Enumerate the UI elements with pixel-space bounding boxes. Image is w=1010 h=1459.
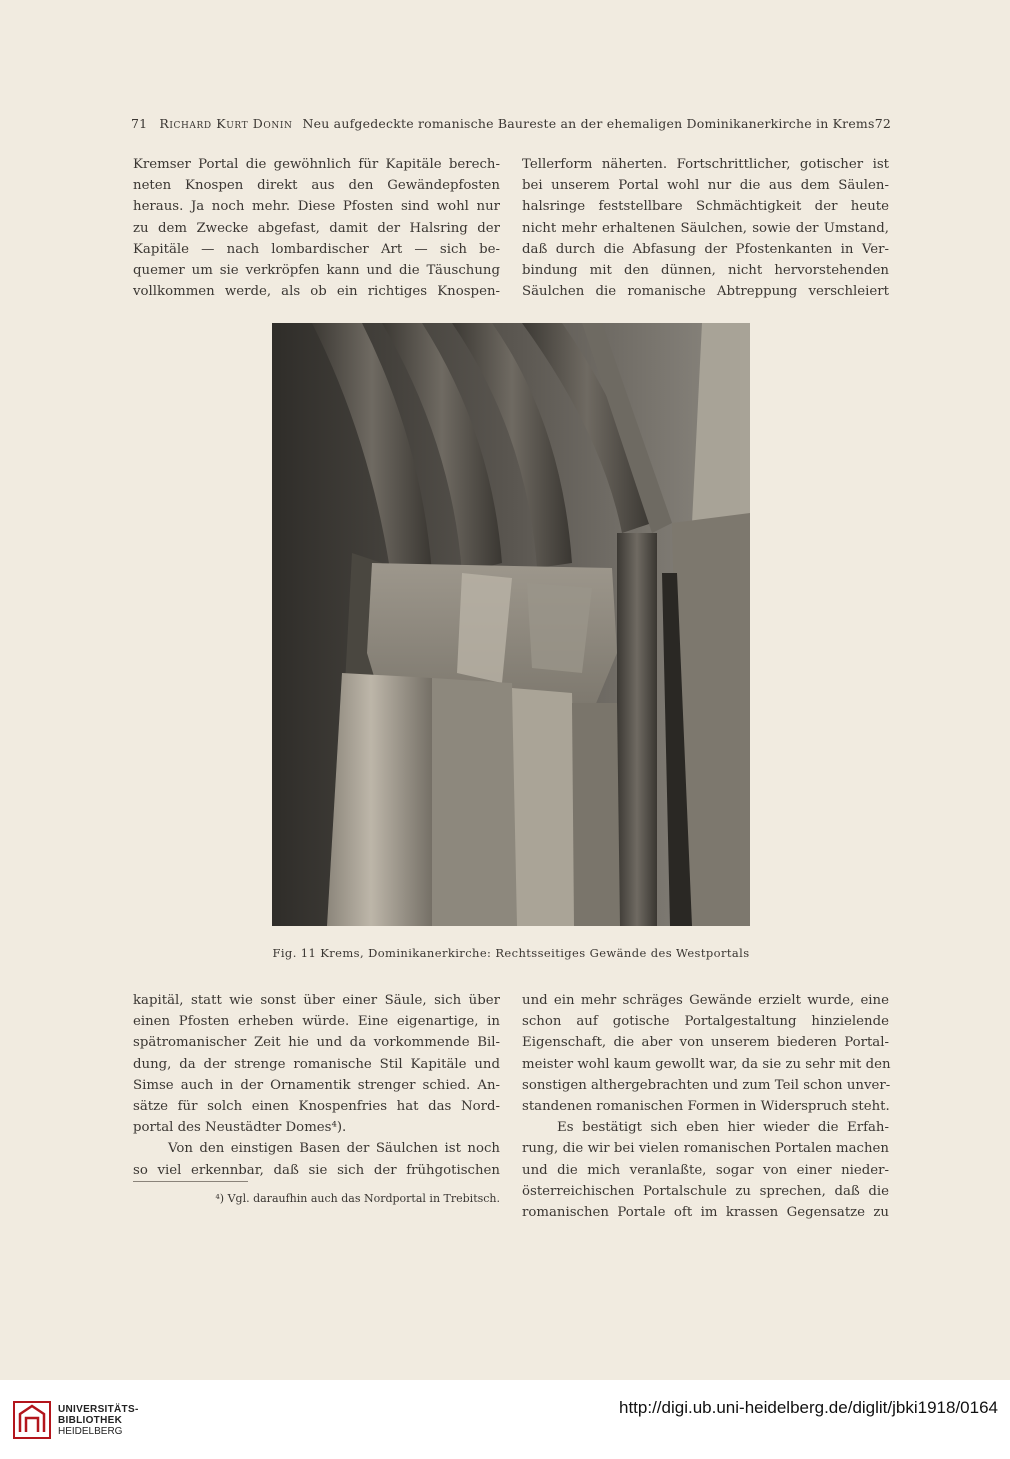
running-header xyxy=(131,116,891,136)
text-line: österreichischen Portalschule zu sprechen, daß die xyxy=(522,1183,889,1199)
text-line: meister wohl kaum gewollt war, da sie zu sehr mit den xyxy=(522,1056,891,1072)
figure-photograph xyxy=(272,323,750,926)
text-line: bei unserem Portal wohl nur die aus dem Säulen- xyxy=(522,178,889,194)
text-line: Kremser Portal die gewöhnlich für Kapitäle berech- xyxy=(133,157,500,172)
text-column-top-left xyxy=(133,154,500,302)
text-line: quemer um sie verkröpfen kann und die Täuschung xyxy=(133,263,500,279)
text-line: Es bestätigt sich eben hier wieder die Erfah- xyxy=(557,1120,889,1136)
library-logo-icon xyxy=(12,1400,52,1440)
library-name-line1: UNIVERSITÄTS- xyxy=(58,1404,139,1415)
text-line: Eigenschaft, die aber von unserem biederen Portal- xyxy=(522,1035,889,1051)
page-number-left: 71 xyxy=(131,116,148,131)
text-line: halsringe feststellbare Schmächtigkeit der heute xyxy=(522,199,889,215)
library-name xyxy=(58,1404,139,1437)
library-name-line3: HEIDELBERG xyxy=(58,1426,123,1437)
text-line: nicht mehr erhaltenen Säulchen, sowie der Umstand, xyxy=(522,220,889,236)
text-line: neten Knospen direkt aus den Gewändepfosten xyxy=(133,178,500,194)
text-line: vollkommen werde, als ob ein richtiges Knospen- xyxy=(133,284,500,300)
text-line: und die mich veranlaßte, sogar von einer nieder- xyxy=(522,1162,889,1178)
library-name-line2: BIBLIOTHEK xyxy=(58,1415,123,1426)
header-author: Richard Kurt Donin xyxy=(159,116,293,131)
text-line: einen Pfosten erheben würde. Eine eigenartige, in xyxy=(133,1014,500,1030)
text-line: bindung mit den dünnen, nicht hervorstehenden xyxy=(522,263,889,279)
text-column-top-right xyxy=(522,154,889,302)
text-line: Von den einstigen Basen der Säulchen ist noch xyxy=(168,1141,500,1157)
text-line: Säulchen die romanische Abtreppung verschleiert xyxy=(522,284,889,300)
figure-caption: Fig. 11 Krems, Dominikanerkirche: Rechtsseitiges Gewände des Westportals xyxy=(272,946,750,960)
text-line: zu dem Zwecke abgefast, damit der Halsring der xyxy=(133,220,500,236)
portal-jamb-photo-image xyxy=(272,323,750,926)
text-line: kapitäl, statt wie sonst über einer Säule, sich über xyxy=(133,993,500,1008)
header-title: Neu aufgedeckte romanische Baureste an der ehemaligen Dominikanerkirche in Krems xyxy=(302,116,875,131)
text-line: und ein mehr schräges Gewände erzielt wurde, eine xyxy=(522,993,889,1008)
text-line: Tellerform näherten. Fortschrittlicher, gotischer ist xyxy=(522,157,889,172)
text-line: portal des Neustädter Domes⁴). xyxy=(133,1120,347,1136)
page-number-right: 72 xyxy=(874,116,891,131)
text-column-bottom-left xyxy=(133,990,500,1181)
text-line: Kapitäle — nach lombardischer Art — sich be- xyxy=(133,241,500,257)
footnote-rule xyxy=(133,1181,248,1182)
text-line: spätromanischer Zeit hie und da vorkommende Bil- xyxy=(133,1035,500,1051)
header-text xyxy=(147,116,874,131)
text-line: romanischen Portale oft im krassen Gegensatze zu xyxy=(522,1205,889,1221)
text-line: rung, die wir bei vielen romanischen Portalen machen xyxy=(522,1141,889,1157)
text-line: sonstigen althergebrachten und zum Teil schon unver- xyxy=(522,1077,891,1093)
text-line: dung, da der strenge romanische Stil Kapitäle und xyxy=(133,1056,500,1072)
text-line: schon auf gotische Portalgestaltung hinzielende xyxy=(522,1014,889,1030)
text-line: Simse auch in der Ornamentik strenger schied. An- xyxy=(133,1077,500,1093)
footnote: ⁴) Vgl. daraufhin auch das Nordportal in Trebitsch. xyxy=(215,1192,500,1205)
text-column-bottom-right xyxy=(522,990,889,1223)
text-line: so viel erkennbar, daß sie sich der frühgotischen xyxy=(133,1162,500,1178)
text-line: sätze für solch einen Knospenfries hat das Nord- xyxy=(133,1099,500,1115)
permalink-url[interactable]: http://digi.ub.uni-heidelberg.de/diglit/jbki1918/0164 xyxy=(619,1398,998,1417)
text-line: heraus. Ja noch mehr. Diese Pfosten sind wohl nur xyxy=(133,199,500,215)
text-line: daß durch die Abfasung der Pfostenkanten in Ver- xyxy=(522,241,889,257)
text-line: standenen romanischen Formen in Widerspruch steht. xyxy=(522,1099,890,1115)
viewer-footer xyxy=(0,1380,1010,1459)
